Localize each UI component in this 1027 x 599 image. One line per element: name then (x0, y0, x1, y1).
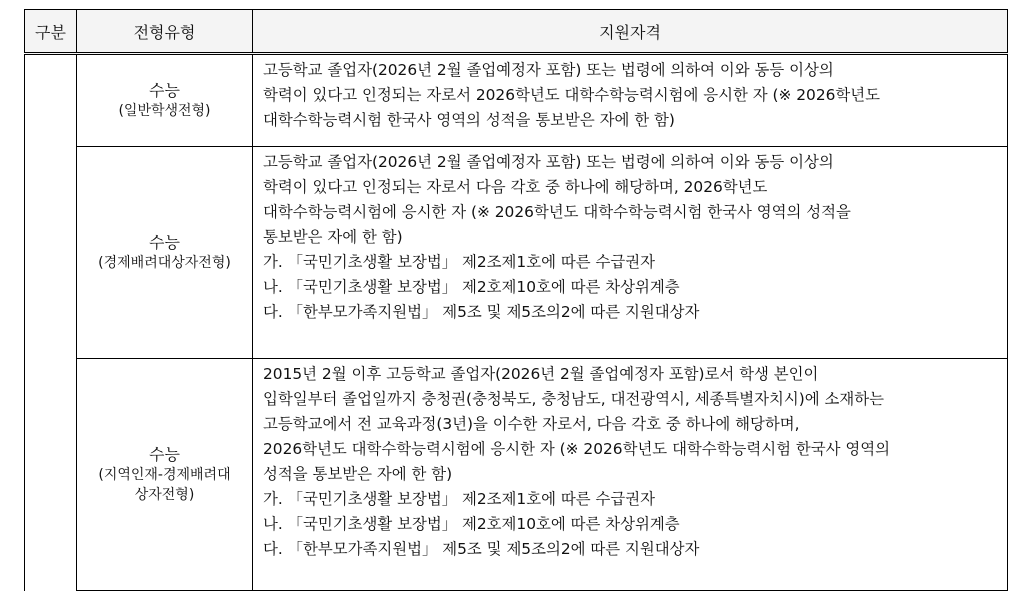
qualification-line: 통보받은 자에 한 함) (263, 228, 403, 246)
table-row (25, 147, 1008, 359)
qualification-line: 2015년 2월 이후 고등학교 졸업자(2026년 2월 졸업예정자 포함)로서 학생 본인이 (263, 365, 819, 383)
qualification-cell (253, 147, 1008, 359)
admission-type-sub: (지역인재-경제배려대 (98, 466, 231, 483)
qualification-line: 성적을 통보받은 자에 한 함) (263, 465, 453, 483)
admission-type-sub: (경제배려대상자전형) (98, 254, 231, 271)
gubun-cell (25, 54, 77, 591)
header-gubun: 구분 (25, 10, 77, 54)
qualification-line: 고등학교 졸업자(2026년 2월 졸업예정자 포함) 또는 법령에 의하여 이와 동등 이상의 (263, 153, 834, 171)
qualification-line: 학력이 있다고 인정되는 자로서 2026학년도 대학수학능력시험에 응시한 자 (※ 2026학년도 (263, 86, 881, 104)
qualification-item: 가. 「국민기초생활 보장법」 제2조제1호에 따른 수급권자 (263, 490, 655, 508)
qualification-item: 다. 「한부모가족지원법」 제5조 및 제5조의2에 따른 지원대상자 (263, 303, 700, 321)
qualification-line: 고등학교에서 전 교육과정(3년)을 이수한 자로서, 다음 각호 중 하나에 해당하며, (263, 415, 800, 433)
admission-type-sub: (일반학생전형) (118, 102, 211, 119)
admission-type-cell (77, 147, 253, 359)
table-row (25, 359, 1008, 591)
qualification-line: 입학일부터 졸업일까지 충청권(충청북도, 충청남도, 대전광역시, 세종특별자치시)에 소재하는 (263, 390, 884, 408)
table-header-row (25, 10, 1008, 54)
qualification-line: 고등학교 졸업자(2026년 2월 졸업예정자 포함) 또는 법령에 의하여 이와 동등 이상의 (263, 61, 834, 79)
qualification-item: 다. 「한부모가족지원법」 제5조 및 제5조의2에 따른 지원대상자 (263, 540, 700, 558)
header-type: 전형유형 (77, 10, 253, 54)
qualification-line: 대학수학능력시험 한국사 영역의 성적을 통보받은 자에 한 함) (263, 111, 675, 129)
qualification-item: 나. 「국민기초생활 보장법」 제2호제10호에 따른 차상위계층 (263, 515, 680, 533)
admission-qualification-table (24, 9, 1008, 591)
qualification-cell (253, 359, 1008, 591)
table-row (25, 54, 1008, 147)
admission-type-name: 수능 (149, 80, 180, 100)
admission-type-sub: 상자전형) (134, 486, 195, 503)
qualification-line: 2026학년도 대학수학능력시험에 응시한 자 (※ 2026학년도 대학수학능력시험 한국사 영역의 (263, 440, 890, 458)
admission-type-cell (77, 359, 253, 591)
qualification-item: 가. 「국민기초생활 보장법」 제2조제1호에 따른 수급권자 (263, 253, 655, 271)
admission-type-cell (77, 54, 253, 147)
qualification-cell (253, 54, 1008, 147)
qualification-item: 나. 「국민기초생활 보장법」 제2호제10호에 따른 차상위계층 (263, 278, 680, 296)
qualification-line: 대학수학능력시험에 응시한 자 (※ 2026학년도 대학수학능력시험 한국사 영역의 성적을 (263, 203, 851, 221)
admission-type-name: 수능 (149, 232, 180, 252)
qualification-line: 학력이 있다고 인정되는 자로서 다음 각호 중 하나에 해당하며, 2026학년도 (263, 178, 768, 196)
header-qualification: 지원자격 (253, 10, 1008, 54)
admission-type-name: 수능 (149, 444, 180, 464)
